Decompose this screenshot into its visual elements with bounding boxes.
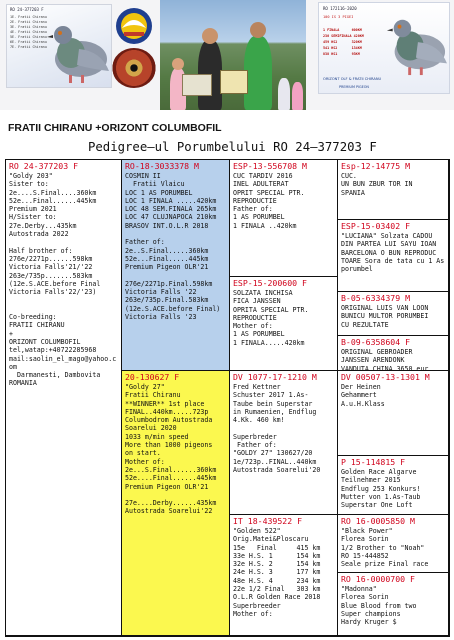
ggp-sdd-cell [338, 336, 449, 371]
ggp-ddd-description: "Madonna" Florea Sorin Blue Blood from two Super champions Hardy Kruger $ [341, 585, 417, 627]
ggp-sss-ring: Esp-12-14775 M [341, 161, 411, 171]
dam-sire-description: Fred Kettner Schuster 2017 1.As- Taube bein Superstar in Rumaenien, Endflug 4.Kk. 460 km! Superbreder Father of: "GOLDY 27" 130627/20 1e/723p..FINAL..440km Autostrada Soarelui'20 [233, 383, 321, 474]
left-card-results: 1E. Fratii Chiranu 2E. Fratii Chiranu 3E. Fratii Chiranu 4E. Fratii Chiranu 5E. Fratii Chiranu 6E. Fratii Chiranu 7E. Fratii Chiranu [10, 15, 47, 49]
sire-dam-ring: ESP-15-200600 F [233, 278, 307, 288]
right-card-results: 1 FINALA 600KM 230 SEMIFINALA 420KM 459 HS2 320KM 541 HS2 134KM 838 HS1 93KM [323, 28, 364, 56]
subject-cell [6, 160, 122, 636]
sire-cell [122, 160, 230, 371]
ggp-dss-cell [338, 371, 449, 456]
loft-name: FRATII CHIRANU +ORIZONT COLUMBOFIL [8, 122, 222, 134]
ggp-sss-description: CUC. UN BUN ZBUR TOR IN SPANIA [341, 172, 413, 197]
dam-sire-cell [230, 371, 338, 515]
sire-sire-ring: ESP-13-556708 M [233, 161, 307, 171]
ggp-sss-cell [338, 160, 449, 220]
dam-sire-ring: DV 1077-17-1210 M [233, 372, 317, 382]
ggp-sds-ring: B-05-6334379 M [341, 293, 411, 303]
ggp-dds-description: "Black Power" Florea Sorin 1/2 Brother to "Noah" RO 15-444852 Seale prize Final race [341, 527, 429, 569]
dam-description: "Goldy 27" Fratii Chiranu **WINNER** 1st place FINAL..440km.....723p Columbodrom Autostrada Soarelui 2020 1033 m/min speed More than 1000 pigeons on start. Mother of: 2e...S.Final......360km 52e....Final......445km Premium Pigeon OLR'21 27e....Derby......435km Autostrada Soarelui'22 [125, 383, 217, 516]
dam-dam-description: "Golden 522" Orig.Matei&Ploscaru 15e Final 415 km 33e H.S. 1 154 km 32e H.S. 2 154 km 24e H.S. 3 177 km 48e H.S. 4 234 km 22e 1/2 Final 303 km O.L.R Golden Race 2018 Superbreeder Mother of: [233, 527, 321, 618]
breeders-family-photo [160, 0, 306, 110]
subject-ring: RO 24-377203 F [9, 161, 79, 171]
ggp-dds-cell [338, 515, 449, 573]
pigeon-illustration [41, 19, 111, 85]
pedigree-chart [5, 159, 450, 637]
right-card-footer: ORIZONT OLF & FRATII CHIRANU [323, 77, 382, 81]
ggp-dsd-cell [338, 456, 449, 515]
dam-cell [122, 371, 230, 636]
pigeon-photo-card-left [6, 4, 112, 88]
club-logo-badge [112, 6, 156, 46]
ggp-dsd-description: Golden Race Algarve Teilnehmer 2015 Endflug 253 Konkurs! Mutter von 1.As-Taub Superstar One Loft [341, 468, 421, 510]
ggp-sds-cell [338, 292, 449, 336]
ggp-ssd-ring: ESP-15-03402 F [341, 221, 411, 231]
subject-description: "Goldy 203" Sister to: 2e....S.Final....360km 52e...Final......445km Premium 2021 H/Sister to: 27e.Derby...435km Autostrada 2022 Half brother of: 276e/2271p......598km Victoria Falls'21/'22 263e/735p.......583km (12e.S.ACE.before Final Victoria Falls'22/'23) Co-breeding: FRATII CHIRANU + ORIZONT COLUMBOFIL tel,watap:+40722285968 mail:saolin_el_mago@yahoo.com Darmanesti, Dambovita ROMANIA [9, 172, 117, 388]
ggp-sds-description: ORIGINAL LUIS VAN LOON BUNICU MULTOR PORUMBEI CU REZULTATE [341, 304, 429, 329]
ggp-dss-description: Der Heinen Gehammert A.u.H.Klass [341, 383, 385, 408]
right-card-footer-2: PREMIUM PIGEON [339, 85, 369, 89]
right-card-title: RO 172116-2020 [323, 6, 357, 11]
ggp-ssd-cell [338, 220, 449, 292]
pigeon-eye-photo [112, 48, 156, 88]
sire-ring: RO-18-3033378 M [125, 161, 199, 171]
ggp-dss-ring: DV 00507-13-1301 M [341, 372, 430, 382]
ggp-ddd-cell [338, 573, 449, 636]
pigeon-photo-card-right [318, 2, 450, 94]
ggp-dds-ring: RO 16-0005850 M [341, 516, 415, 526]
dam-ring: 20-130627 F [125, 372, 180, 382]
ggp-sdd-description: ORIGINAL GEBROADER JANSSEN ARENDONK VANDUTA CHINA 3650 eur [341, 348, 429, 371]
dam-dam-ring: IT 18-439522 F [233, 516, 303, 526]
sire-sire-description: CUC TARDIV 2016 INEL ADULTERAT OPRIT SPECIAL PTR. REPRODUCTIE Father of: 1 AS PORUMBEL 1 FINALA ..420km [233, 172, 305, 230]
right-card-subtitle: 100 IS 3 PIGEI [323, 15, 354, 19]
ggp-ssd-description: "LUCIANA" Solzata CADOU DIN PARTEA LUI SAYU IOAN BARCELONA O BUN REPRODUC TOARE Sora de tata cu 1 As porumbel [341, 232, 449, 274]
ggp-ddd-ring: RO 16-0000700 F [341, 574, 415, 584]
sire-description: COSMIN II Fratii Vlaicu LOC 1 AS PORUMBEL LOC 1 FINALA .....420km LOC 48 SEM.FINALA 265km LOC 47 CLUJNAPOCA 210km BRASOV INT.O.L.R 2018 Father of: 2e..S.Final.....360km 52e...Final.....445km Premium Pigeon OLR'21 276e/2271p.Final.598km Victoria Falls '22 263e/735p.Final.583km (12e.S.ACE.before Final) Victoria Falls '23 [125, 172, 221, 322]
header-banner [0, 0, 454, 110]
sire-dam-cell [230, 277, 338, 371]
sire-dam-description: SOLZATA INCHISA FICA JANSSEN OPRITA SPECIAL PTR. REPRODUCTIE Mother of: 1 AS PORUMBEL 1 FINALA.....420km [233, 289, 309, 347]
left-card-title: RO 24-377203 F [10, 7, 44, 12]
ggp-dsd-ring: P 15-114815 F [341, 457, 406, 467]
ggp-sdd-ring: B-09-6358604 F [341, 337, 411, 347]
dam-dam-cell [230, 515, 338, 636]
page-title: Pedigree—ul Porumbelului RO 24—377203 F [88, 140, 377, 154]
pigeon-illustration [381, 13, 449, 77]
sire-sire-cell [230, 160, 338, 277]
